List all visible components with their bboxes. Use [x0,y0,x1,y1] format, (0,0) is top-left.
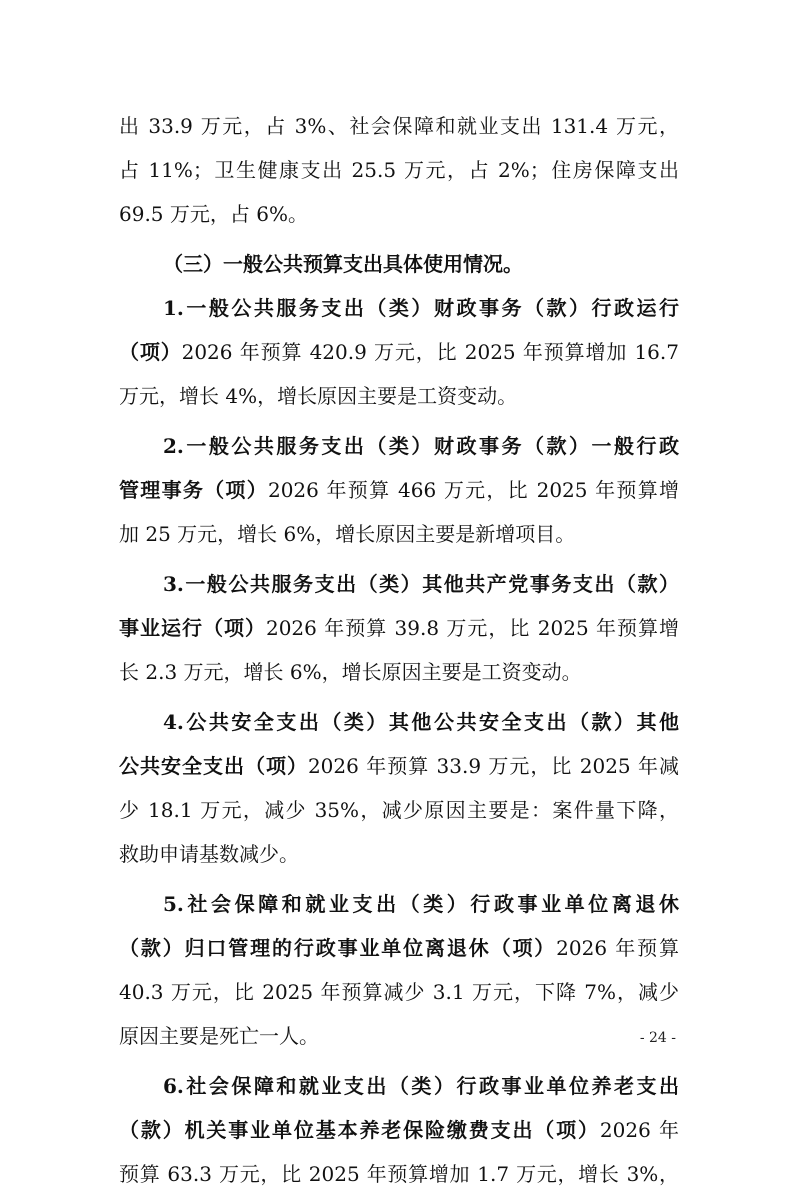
item-4-line-3: 少 18.1 万元，减少 35%，减少原因主要是：案件量下降， [119,798,679,822]
section-heading: （三）一般公共预算支出具体使用情况。 [163,252,523,276]
item-5-line-2: （款）归口管理的行政事业单位离退休（项）2026 年预算 [119,936,679,960]
item-2-line-2: 管理事务（项）2026 年预算 466 万元，比 2025 年预算增 [119,478,679,502]
body-text [119,104,679,1196]
item-1-line-3: 万元，增长 4%，增长原因主要是工资变动。 [119,384,518,408]
item-4-line-4: 救助申请基数减少。 [119,842,299,866]
page-number: - 24 - [639,1030,676,1046]
item-5-heading: 5.社会保障和就业支出（类）行政事业单位离退休 [163,892,679,916]
item-4-heading: 4.公共安全支出（类）其他公共安全支出（款）其他 [163,710,679,734]
item-1-line-2: （项）2026 年预算 420.9 万元，比 2025 年预算增加 16.7 [119,340,679,364]
item-6-heading: 6.社会保障和就业支出（类）行政事业单位养老支出 [163,1074,679,1098]
item-5-line-4: 原因主要是死亡一人。 [119,1024,319,1048]
item-3-heading: 3.一般公共服务支出（类）其他共产党事务支出（款） [163,572,679,596]
item-3-line-3: 长 2.3 万元，增长 6%，增长原因主要是工资变动。 [119,660,582,684]
item-6-line-3: 预算 63.3 万元，比 2025 年预算增加 1.7 万元，增长 3%， [119,1162,679,1186]
item-4-line-2: 公共安全支出（项）2026 年预算 33.9 万元，比 2025 年减 [119,754,679,778]
item-2-line-3: 加 25 万元，增长 6%，增长原因主要是新增项目。 [119,522,576,546]
item-6-line-2: （款）机关事业单位基本养老保险缴费支出（项）2026 年 [119,1118,679,1142]
item-2-heading: 2.一般公共服务支出（类）财政事务（款）一般行政 [163,434,679,458]
text-line-3: 69.5 万元，占 6%。 [119,202,308,226]
item-5-line-3: 40.3 万元，比 2025 年预算减少 3.1 万元，下降 7%，减少 [119,980,679,1004]
text-line-1: 出 33.9 万元，占 3%、社会保障和就业支出 131.4 万元， [119,114,679,138]
text-line-2: 占 11%；卫生健康支出 25.5 万元，占 2%；住房保障支出 [119,158,679,182]
item-1-heading: 1.一般公共服务支出（类）财政事务（款）行政运行 [163,296,679,320]
item-3-line-2: 事业运行（项）2026 年预算 39.8 万元，比 2025 年预算增 [119,616,679,640]
